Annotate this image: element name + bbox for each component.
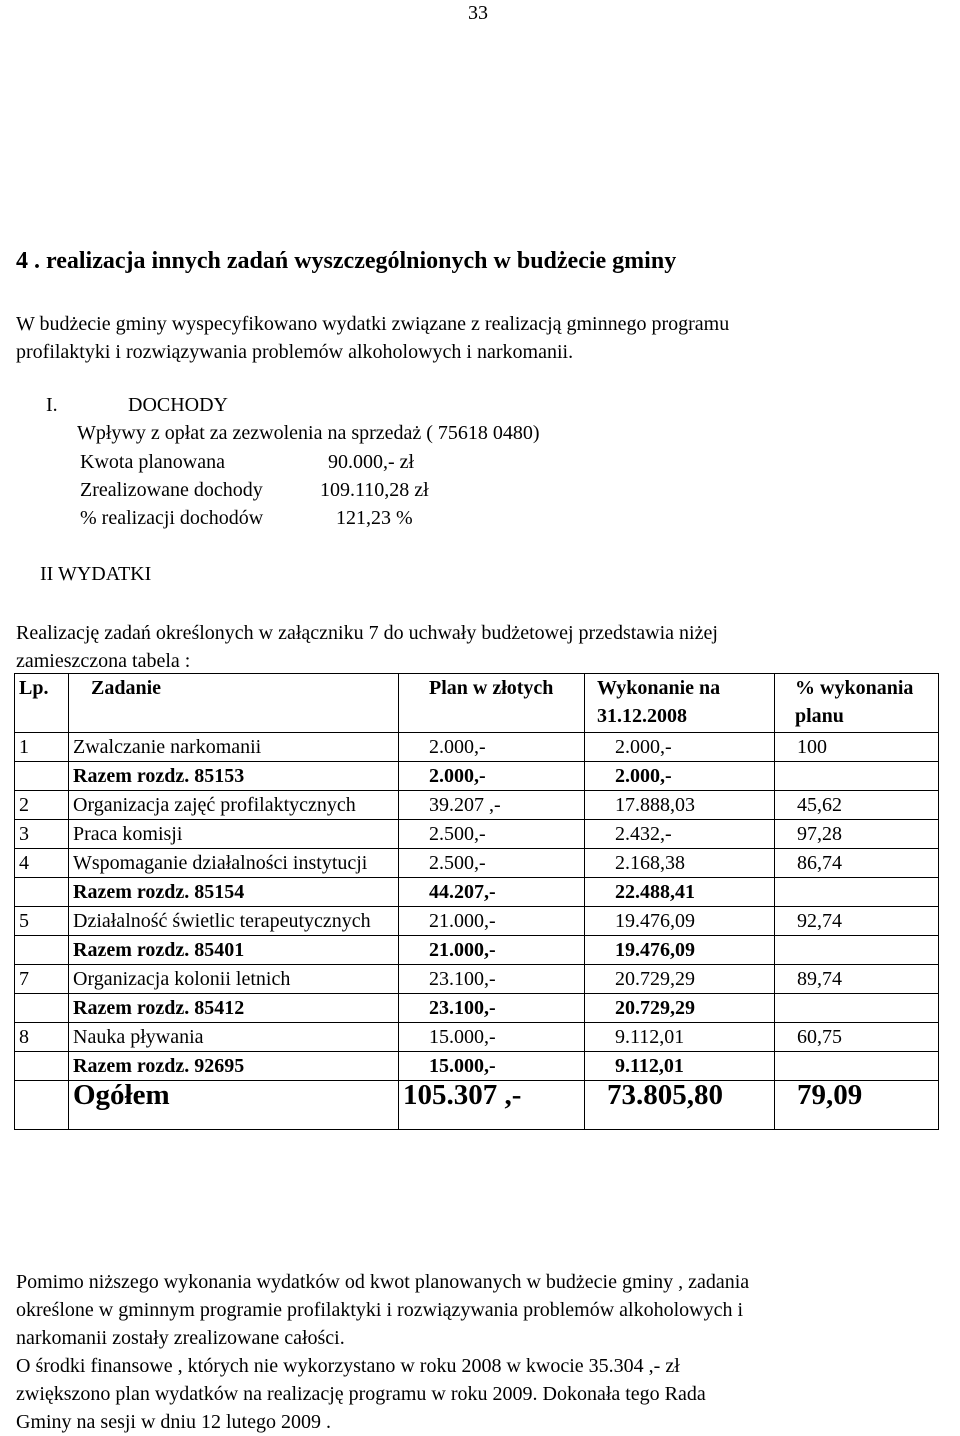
row-plan: 44.207,-	[399, 878, 585, 907]
row-exec: 20.729,29	[585, 994, 775, 1023]
row-lp	[15, 936, 69, 965]
row-exec: 22.488,41	[585, 878, 775, 907]
total-exec: 73.805,80	[585, 1081, 775, 1130]
row-task: Razem rozdz. 85401	[69, 936, 399, 965]
row-percent	[775, 878, 939, 907]
row-percent: 97,28	[775, 820, 939, 849]
header-percent-line: % wykonania	[795, 677, 914, 699]
header-lp: Lp.	[15, 674, 69, 733]
realized-income-label: Zrealizowane dochody	[80, 479, 263, 501]
row-plan: 2.000,-	[399, 762, 585, 791]
row-plan: 21.000,-	[399, 907, 585, 936]
header-execution-line: 31.12.2008	[597, 705, 687, 727]
section-heading: 4 . realizacja innych zadań wyszczególnionych w budżecie gminy	[16, 248, 677, 274]
income-title: DOCHODY	[128, 394, 228, 416]
row-task: Działalność świetlic terapeutycznych	[69, 907, 399, 936]
row-lp: 2	[15, 791, 69, 820]
intro-line: profilaktyki i rozwiązywania problemów alkoholowych i narkomanii.	[16, 341, 574, 363]
row-lp: 7	[15, 965, 69, 994]
header-execution	[585, 674, 775, 733]
row-plan: 21.000,-	[399, 936, 585, 965]
income-numeral: I.	[46, 394, 58, 416]
row-task: Razem rozdz. 85412	[69, 994, 399, 1023]
expenses-intro	[16, 619, 718, 675]
header-task: Zadanie	[69, 674, 399, 733]
row-plan: 23.100,-	[399, 994, 585, 1023]
row-percent	[775, 994, 939, 1023]
table-row	[15, 907, 939, 936]
row-percent: 89,74	[775, 965, 939, 994]
row-lp	[15, 1052, 69, 1081]
row-percent	[775, 1052, 939, 1081]
row-lp: 1	[15, 733, 69, 762]
header-percent-line: planu	[795, 705, 844, 727]
row-percent	[775, 762, 939, 791]
row-lp: 4	[15, 849, 69, 878]
row-task: Organizacja zajęć profilaktycznych	[69, 791, 399, 820]
table-row	[15, 733, 939, 762]
row-exec: 20.729,29	[585, 965, 775, 994]
closing-paragraph	[16, 1268, 749, 1436]
row-task: Razem rozdz. 92695	[69, 1052, 399, 1081]
row-percent: 100	[775, 733, 939, 762]
row-plan: 2.500,-	[399, 849, 585, 878]
row-lp	[15, 994, 69, 1023]
budget-table	[14, 673, 939, 1130]
row-plan: 2.000,-	[399, 733, 585, 762]
realized-income-value: 109.110,28 zł	[320, 479, 429, 501]
table-row	[15, 820, 939, 849]
row-percent	[775, 936, 939, 965]
page-number: 33	[468, 2, 488, 24]
row-exec: 2.000,-	[585, 762, 775, 791]
income-percent-label: % realizacji dochodów	[80, 507, 264, 529]
row-plan: 23.100,-	[399, 965, 585, 994]
total-plan: 105.307 ,-	[399, 1081, 585, 1130]
intro-line: W budżecie gminy wyspecyfikowano wydatki związane z realizacją gminnego programu	[16, 313, 730, 335]
header-percent	[775, 674, 939, 733]
row-task: Razem rozdz. 85154	[69, 878, 399, 907]
row-task: Praca komisji	[69, 820, 399, 849]
expenses-intro-line: Realizację zadań określonych w załączniku 7 do uchwały budżetowej przedstawia niżej	[16, 622, 718, 644]
expenses-intro-line: zamieszczona tabela :	[16, 650, 191, 672]
closing-line: Pomimo niższego wykonania wydatków od kwot planowanych w budżecie gminy , zadania	[16, 1271, 750, 1293]
row-exec: 2.168,38	[585, 849, 775, 878]
row-task: Nauka pływania	[69, 1023, 399, 1052]
row-plan: 15.000,-	[399, 1052, 585, 1081]
header-plan: Plan w złotych	[399, 674, 585, 733]
row-plan: 2.500,-	[399, 820, 585, 849]
row-plan: 15.000,-	[399, 1023, 585, 1052]
row-task: Zwalczanie narkomanii	[69, 733, 399, 762]
closing-line: zwiększono plan wydatków na realizację programu w roku 2009. Dokonała tego Rada	[16, 1383, 706, 1405]
total-percent: 79,09	[775, 1081, 939, 1130]
expenses-title: II WYDATKI	[40, 563, 152, 585]
income-source-line: Wpływy z opłat za zezwolenia na sprzedaż ( 75618 0480)	[77, 422, 540, 444]
row-task: Organizacja kolonii letnich	[69, 965, 399, 994]
row-percent: 86,74	[775, 849, 939, 878]
total-label: Ogółem	[69, 1081, 399, 1130]
table-subtotal-row	[15, 878, 939, 907]
row-exec: 2.432,-	[585, 820, 775, 849]
row-exec: 2.000,-	[585, 733, 775, 762]
closing-line: narkomanii zostały zrealizowane całości.	[16, 1327, 345, 1349]
row-lp	[15, 878, 69, 907]
table-row	[15, 965, 939, 994]
total-lp	[15, 1081, 69, 1130]
planned-amount-value: 90.000,- zł	[328, 451, 415, 473]
intro-paragraph	[16, 310, 729, 366]
row-plan: 39.207 ,-	[399, 791, 585, 820]
table-subtotal-row	[15, 1052, 939, 1081]
row-task: Wspomaganie działalności instytucji	[69, 849, 399, 878]
table-row	[15, 791, 939, 820]
row-percent: 45,62	[775, 791, 939, 820]
table-subtotal-row	[15, 762, 939, 791]
header-execution-line: Wykonanie na	[597, 677, 721, 699]
planned-amount-label: Kwota planowana	[80, 451, 225, 473]
row-exec: 19.476,09	[585, 936, 775, 965]
row-lp: 8	[15, 1023, 69, 1052]
row-lp: 3	[15, 820, 69, 849]
closing-line: określone w gminnym programie profilaktyki i rozwiązywania problemów alkoholowych i	[16, 1299, 744, 1321]
table-subtotal-row	[15, 936, 939, 965]
row-exec: 19.476,09	[585, 907, 775, 936]
table-row	[15, 849, 939, 878]
row-percent: 60,75	[775, 1023, 939, 1052]
table-subtotal-row	[15, 994, 939, 1023]
closing-line: Gminy na sesji w dniu 12 lutego 2009 .	[16, 1411, 331, 1433]
table-total-row	[15, 1081, 939, 1130]
row-exec: 9.112,01	[585, 1052, 775, 1081]
closing-line: O środki finansowe , których nie wykorzystano w roku 2008 w kwocie 35.304 ,- zł	[16, 1355, 680, 1377]
row-lp	[15, 762, 69, 791]
row-exec: 17.888,03	[585, 791, 775, 820]
table-header-row	[15, 674, 939, 733]
income-percent-value: 121,23 %	[336, 507, 413, 529]
row-task: Razem rozdz. 85153	[69, 762, 399, 791]
row-exec: 9.112,01	[585, 1023, 775, 1052]
row-percent: 92,74	[775, 907, 939, 936]
table-row	[15, 1023, 939, 1052]
row-lp: 5	[15, 907, 69, 936]
